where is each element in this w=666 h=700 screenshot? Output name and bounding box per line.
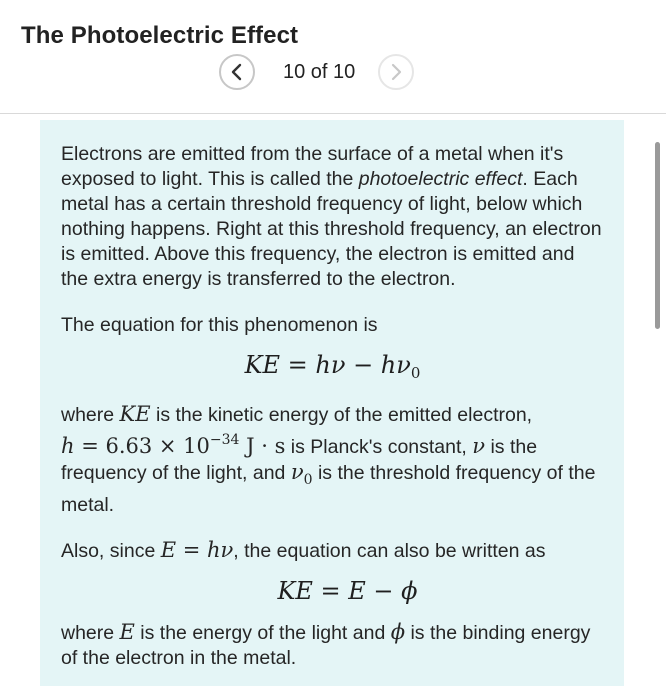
page-counter: 10 of 10 [283, 60, 356, 83]
equation-text: KE = hν − hν [244, 351, 411, 379]
paragraph-closing [61, 620, 604, 671]
paragraph-definitions [61, 402, 604, 518]
math-ke: KE [119, 402, 151, 426]
next-button[interactable] [378, 54, 414, 90]
equation-kinetic-energy [61, 350, 604, 388]
text: is the kinetic energy of the emitted electron, [150, 404, 533, 426]
text: is the binding energy of the electron in the metal. [61, 622, 591, 669]
pager [219, 53, 414, 91]
paragraph-alternate [61, 538, 604, 564]
header-bar [0, 0, 666, 113]
content-card [40, 120, 624, 686]
math-nu0: ν [290, 460, 304, 484]
chevron-right-icon [389, 63, 403, 81]
text: is the energy of the light and [134, 622, 391, 644]
math-h: h [61, 434, 75, 458]
text: where [61, 404, 120, 426]
equation-subscript: 0 [410, 364, 421, 382]
scrollbar-thumb[interactable] [655, 142, 660, 329]
math-e: E [119, 620, 135, 644]
math-energy-relation: E = hν [160, 538, 234, 562]
text: is the threshold frequency of the metal. [61, 462, 596, 516]
text: where [61, 622, 120, 644]
prev-button[interactable] [219, 54, 255, 90]
chevron-left-icon [230, 63, 244, 81]
math-planck-value: = 6.63 × 10 [74, 434, 210, 458]
text: Electrons are emitted from the surface of a metal when it's exposed to light. This is called the [61, 143, 564, 190]
paragraph-equation-intro: The equation for this phenomenon is [61, 314, 378, 336]
text: is the frequency of the light, and [61, 436, 538, 484]
text: Also, since [61, 540, 161, 562]
text: , the equation can also be written as [233, 540, 546, 562]
emphasis-term: photoelectric effect [358, 168, 523, 190]
math-unit: J · s [239, 434, 286, 458]
paragraph-intro [61, 142, 604, 292]
equation-binding-energy: KE = E − ϕ [277, 577, 418, 605]
page-title: The Photoelectric Effect [21, 22, 299, 49]
math-phi: ϕ [390, 620, 406, 644]
text: . Each metal has a certain threshold frequency of light, below which nothing happens. Right at this threshold frequency, an electron is emitted. Above this frequency, the electron is emitted and the extra energy is transferred to the electron. [61, 168, 602, 290]
text: is Planck's constant, [285, 436, 473, 458]
math-exponent: −34 [209, 432, 240, 448]
math-nu: ν [472, 434, 486, 458]
math-subscript: 0 [303, 472, 313, 488]
header-divider [0, 113, 666, 114]
